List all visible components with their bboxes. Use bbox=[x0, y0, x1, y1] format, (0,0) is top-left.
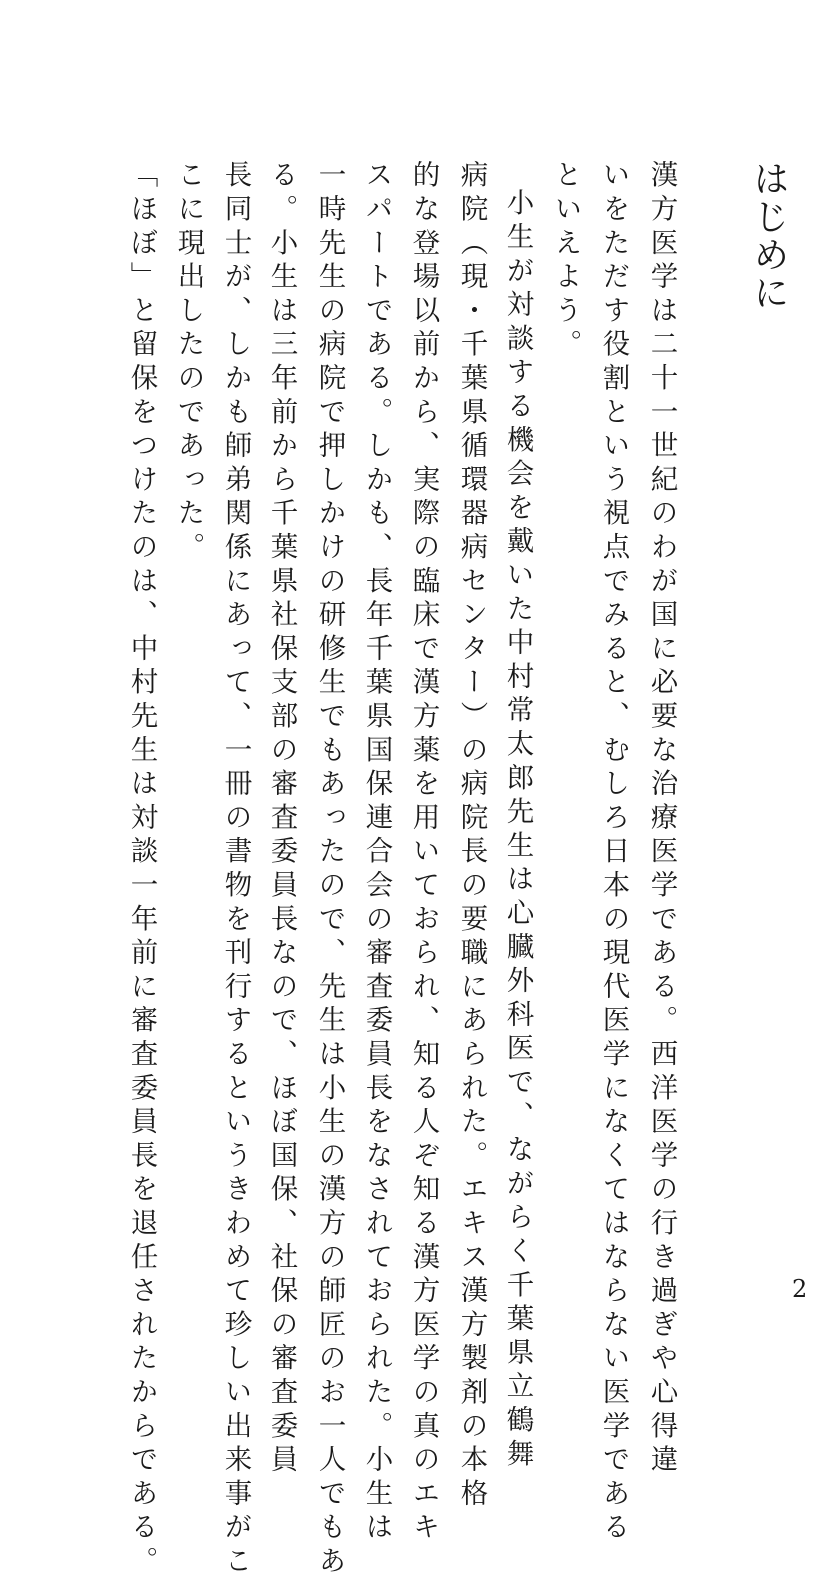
chapter-heading: はじめに bbox=[748, 160, 789, 312]
page-number: 2 bbox=[792, 1275, 808, 1303]
text-line-7: スパートである。しかも、長年千葉県国保連合会の審査委員長をなされておられた。小生は bbox=[360, 160, 393, 1546]
text-line-8: 一時先生の病院で押しかけの研修生でもあったので、先生は小生の漢方の師匠のお一人でもあ bbox=[313, 160, 346, 1580]
text-line-9: る。小生は三年前から千葉県社保支部の審査委員長なので、ほぼ国保、社保の審査委員 bbox=[265, 160, 298, 1479]
text-line-3: といえよう。 bbox=[549, 160, 582, 363]
text-line-11: こに現出したのであった。 bbox=[172, 160, 205, 566]
text-line-12: 「ほぼ」と留保をつけたのは、中村先生は対談一年前に審査委員長を退任されたからである。 bbox=[125, 160, 158, 1580]
text-line-5: 病院（現・千葉県循環器病センター）の病院長の要職にあられた。エキス漢方製剤の本格 bbox=[455, 160, 488, 1512]
text-line-6: 的な登場以前から、実際の臨床で漢方薬を用いておられ、知る人ぞ知る漢方医学の真のエキ bbox=[407, 160, 440, 1546]
text-line-2: いをただす役割という視点でみると、むしろ日本の現代医学になくてはならない医学である bbox=[597, 160, 630, 1546]
text-line-4: 小生が対談する機会を戴いた中村常太郎先生は心臓外科医で、ながらく千葉県立鶴舞 bbox=[501, 188, 534, 1473]
text-line-1: 漢方医学は二十一世紀のわが国に必要な治療医学である。西洋医学の行き過ぎや心得違 bbox=[645, 160, 678, 1479]
text-line-10: 長同士が、しかも師弟関係にあって、一冊の書物を刊行するというきわめて珍しい出来事がこ bbox=[219, 160, 252, 1580]
